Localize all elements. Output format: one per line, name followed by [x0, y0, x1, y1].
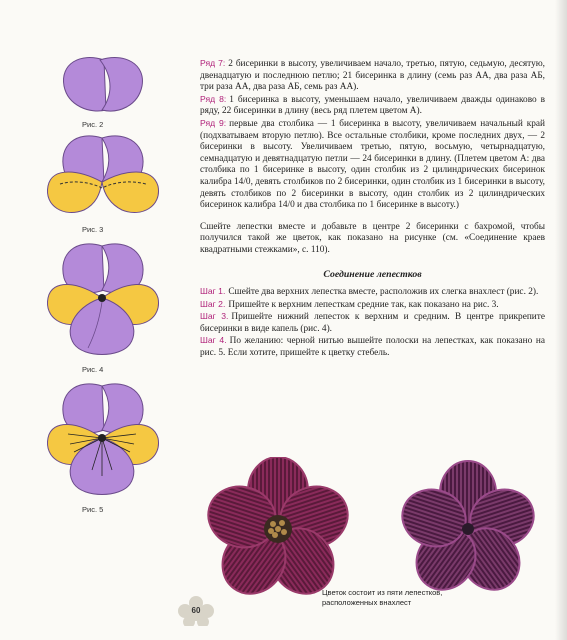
page-edge-shadow	[555, 0, 567, 640]
step-label: Шаг 4.	[200, 335, 227, 346]
pansy-illustration	[40, 380, 170, 500]
step-4	[200, 335, 545, 359]
two-petals-illustration	[40, 52, 170, 118]
step-3	[200, 311, 545, 335]
section-title: Соединение лепестков	[323, 268, 422, 280]
figure-3	[40, 132, 170, 224]
page-number: 60	[191, 606, 201, 615]
figure-2-caption: Рис. 2	[82, 120, 104, 129]
beaded-flower-back	[395, 461, 541, 597]
five-petals-illustration	[40, 240, 170, 360]
step-text: Сшейте два верхних лепестка вместе, расположив их слегка внахлест (рис. 2).	[228, 287, 539, 298]
figure-2	[40, 52, 170, 118]
page-number-badge	[178, 596, 214, 626]
row-9	[200, 118, 545, 212]
illustrations-column	[0, 0, 190, 640]
step-label: Шаг 3.	[200, 311, 229, 322]
beaded-flower-images	[200, 457, 550, 597]
step-text: По желанию: черной нитью вышейте полоски на лепестках, как показано на рис. 5. Если хотите, пришейте к цветку стебель.	[200, 336, 545, 359]
step-text: Пришейте к верхним лепесткам средние так, как показано на рис. 3.	[228, 299, 499, 310]
four-petals-illustration	[40, 132, 170, 224]
step-text: Пришейте нижний лепесток к верхним и средним. В центре прикрепите бисеринки в виде капель (рис. 4).	[200, 312, 545, 334]
row-label: Ряд 7:	[200, 58, 226, 68]
row-text: первые два столбика — 1 бисеринка в высоту, увеличиваем начальный край (подхватываем вторую петлю). Все остальные столбики, кроме последних двух, — 2 бисеринки в высоту. Увеличиваем третью, пятую, восьмую, четырнадцатую, семнадцатую и девятнадцатую петли — 24 бисеринки в длину. (Плетем цветом А: два столбика по 1 бисеринке в высоту, один столбик из 2 цилиндрических бисеринок калибра 14/0, девять столбиков по 2 бисеринки, один столбик из 1 бисеринки в высоту, девять столбиков по 2 бисеринки в высоту, один столбик из 2 цилиндрических бисеринок калибра 14/0 и два столбика по 1 бисеринке в высоту.)	[200, 118, 545, 211]
figure-3-caption: Рис. 3	[82, 225, 104, 234]
row-7	[200, 58, 545, 94]
row-label: Ряд 9:	[200, 117, 227, 128]
row-text: 2 бисеринки в высоту, увеличиваем начало, третью, пятую, седьмую, десятую, двенадцатую и последнюю петлю; 21 бисеринка в длину (семь раз АА, два раза АБ, три раза АА, два раза АБ, семь раз АА).	[200, 59, 545, 93]
step-label: Шаг 1.	[200, 286, 226, 297]
row-label: Ряд 8:	[200, 93, 227, 104]
instructions-text	[200, 58, 545, 360]
step-2	[200, 299, 545, 312]
figure-4	[40, 240, 170, 360]
figure-5-caption: Рис. 5	[82, 505, 104, 514]
beaded-flower-front	[200, 457, 355, 597]
row-text: 1 бисеринка в высоту, уменьшаем начало, увеличиваем дважды одинаково в ряду, 22 бисеринки в длину (весь ряд плетем цветом А).	[200, 94, 545, 117]
figure-5	[40, 380, 170, 500]
beaded-flowers-photo	[200, 457, 550, 597]
step-1	[200, 286, 545, 299]
photo-caption: Цветок состоит из пяти лепестков, расположенных внахлест	[322, 588, 443, 607]
figure-4-caption: Рис. 4	[82, 365, 104, 374]
assembly-paragraph: Сшейте лепестки вместе и добавьте в центре 2 бисеринки с бахромой, чтобы получился такой же цветок, как показано на рисунке (см. «Соединение краев квадратными стежками», с. 110).	[200, 221, 545, 255]
row-8	[200, 94, 545, 118]
step-label: Шаг 2.	[200, 298, 226, 309]
